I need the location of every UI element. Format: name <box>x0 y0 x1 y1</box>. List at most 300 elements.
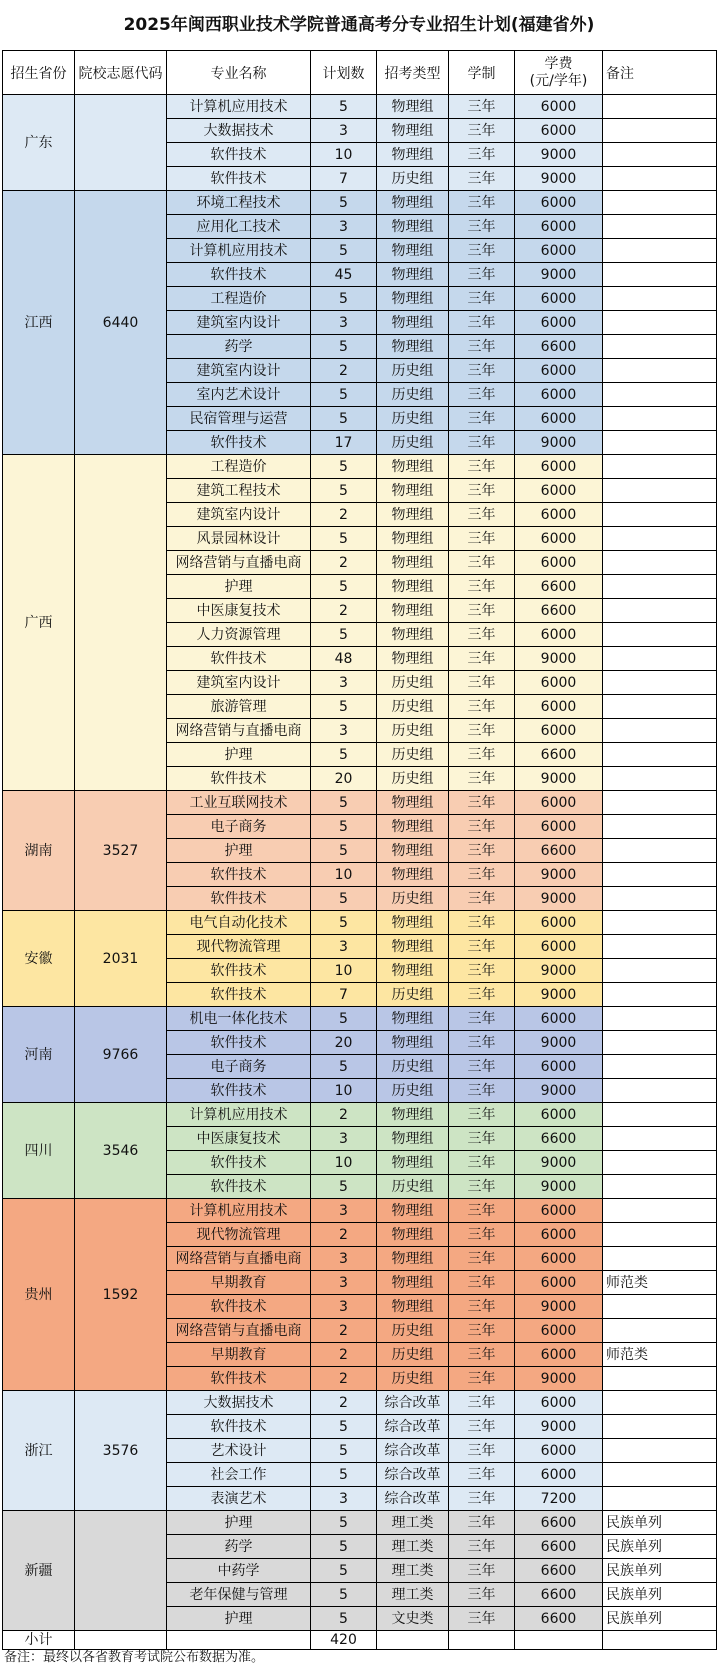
cell-note <box>603 527 717 551</box>
cell-note <box>603 647 717 671</box>
cell-fee: 6000 <box>515 1007 603 1031</box>
cell-note <box>603 167 717 191</box>
header-duration: 学制 <box>449 51 515 95</box>
total-row <box>3 1631 717 1650</box>
cell-note <box>603 1223 717 1247</box>
total-empty <box>75 1631 167 1650</box>
cell-note <box>603 143 717 167</box>
total-empty <box>167 1631 311 1650</box>
cell-major: 电气自动化技术 <box>167 911 311 935</box>
cell-plan: 3 <box>311 1127 377 1151</box>
cell-type: 物理组 <box>377 551 449 575</box>
cell-code <box>75 95 167 191</box>
cell-code: 1592 <box>75 1199 167 1391</box>
cell-duration: 三年 <box>449 959 515 983</box>
table-row <box>3 95 717 119</box>
cell-note: 民族单列 <box>603 1607 717 1631</box>
cell-plan: 5 <box>311 1463 377 1487</box>
cell-fee: 9000 <box>515 1151 603 1175</box>
cell-duration: 三年 <box>449 383 515 407</box>
cell-plan: 3 <box>311 671 377 695</box>
cell-plan: 5 <box>311 743 377 767</box>
cell-type: 历史组 <box>377 167 449 191</box>
cell-fee: 6600 <box>515 1511 603 1535</box>
cell-duration: 三年 <box>449 623 515 647</box>
cell-duration: 三年 <box>449 1391 515 1415</box>
cell-province: 浙江 <box>3 1391 75 1511</box>
cell-note <box>603 1367 717 1391</box>
cell-type: 历史组 <box>377 743 449 767</box>
cell-note <box>603 983 717 1007</box>
cell-province: 江西 <box>3 191 75 455</box>
cell-major: 计算机应用技术 <box>167 239 311 263</box>
cell-duration: 三年 <box>449 1007 515 1031</box>
cell-duration: 三年 <box>449 815 515 839</box>
cell-note <box>603 1319 717 1343</box>
cell-plan: 5 <box>311 1583 377 1607</box>
cell-note <box>603 407 717 431</box>
cell-duration: 三年 <box>449 1367 515 1391</box>
cell-type: 物理组 <box>377 503 449 527</box>
page-title: 2025年闽西职业技术学院普通高考分专业招生计划(福建省外) <box>123 15 595 35</box>
cell-duration: 三年 <box>449 287 515 311</box>
cell-major: 中药学 <box>167 1559 311 1583</box>
cell-plan: 2 <box>311 1319 377 1343</box>
cell-major: 软件技术 <box>167 431 311 455</box>
cell-plan: 3 <box>311 935 377 959</box>
cell-plan: 5 <box>311 791 377 815</box>
cell-type: 历史组 <box>377 767 449 791</box>
cell-major: 护理 <box>167 1511 311 1535</box>
cell-duration: 三年 <box>449 479 515 503</box>
cell-plan: 5 <box>311 839 377 863</box>
cell-plan: 5 <box>311 191 377 215</box>
cell-fee: 9000 <box>515 1079 603 1103</box>
cell-type: 物理组 <box>377 1031 449 1055</box>
cell-plan: 5 <box>311 1607 377 1631</box>
cell-duration: 三年 <box>449 527 515 551</box>
cell-plan: 5 <box>311 407 377 431</box>
cell-major: 人力资源管理 <box>167 623 311 647</box>
cell-major: 软件技术 <box>167 767 311 791</box>
cell-major: 室内艺术设计 <box>167 383 311 407</box>
cell-type: 物理组 <box>377 119 449 143</box>
cell-province: 新疆 <box>3 1511 75 1631</box>
cell-duration: 三年 <box>449 1343 515 1367</box>
cell-duration: 三年 <box>449 1271 515 1295</box>
cell-note <box>603 695 717 719</box>
cell-note <box>603 815 717 839</box>
cell-note <box>603 575 717 599</box>
cell-major: 早期教育 <box>167 1343 311 1367</box>
cell-plan: 3 <box>311 1271 377 1295</box>
cell-duration: 三年 <box>449 1415 515 1439</box>
cell-fee: 6000 <box>515 239 603 263</box>
table-body <box>3 95 717 1631</box>
cell-plan: 45 <box>311 263 377 287</box>
cell-note <box>603 479 717 503</box>
cell-duration: 三年 <box>449 1127 515 1151</box>
cell-fee: 6000 <box>515 911 603 935</box>
cell-note <box>603 1151 717 1175</box>
cell-type: 历史组 <box>377 671 449 695</box>
cell-major: 护理 <box>167 839 311 863</box>
cell-major: 电子商务 <box>167 815 311 839</box>
cell-fee: 6000 <box>515 1199 603 1223</box>
cell-major: 软件技术 <box>167 1367 311 1391</box>
cell-type: 历史组 <box>377 359 449 383</box>
cell-type: 物理组 <box>377 815 449 839</box>
cell-major: 软件技术 <box>167 863 311 887</box>
cell-note <box>603 1199 717 1223</box>
cell-duration: 三年 <box>449 575 515 599</box>
cell-duration: 三年 <box>449 1055 515 1079</box>
cell-note <box>603 767 717 791</box>
cell-type: 历史组 <box>377 887 449 911</box>
cell-plan: 5 <box>311 383 377 407</box>
cell-major: 表演艺术 <box>167 1487 311 1511</box>
cell-fee: 6000 <box>515 1343 603 1367</box>
cell-note <box>603 119 717 143</box>
cell-major: 社会工作 <box>167 1463 311 1487</box>
cell-note <box>603 1127 717 1151</box>
cell-note <box>603 503 717 527</box>
cell-major: 软件技术 <box>167 1295 311 1319</box>
cell-major: 计算机应用技术 <box>167 1199 311 1223</box>
cell-plan: 2 <box>311 1343 377 1367</box>
cell-major: 建筑室内设计 <box>167 671 311 695</box>
cell-type: 历史组 <box>377 1079 449 1103</box>
cell-fee: 6000 <box>515 1319 603 1343</box>
cell-fee: 6600 <box>515 1583 603 1607</box>
cell-code: 6440 <box>75 191 167 455</box>
cell-type: 综合改革 <box>377 1487 449 1511</box>
cell-note <box>603 671 717 695</box>
cell-type: 历史组 <box>377 431 449 455</box>
cell-duration: 三年 <box>449 1079 515 1103</box>
cell-note <box>603 1055 717 1079</box>
cell-note <box>603 287 717 311</box>
cell-duration: 三年 <box>449 1439 515 1463</box>
cell-type: 物理组 <box>377 575 449 599</box>
cell-fee: 6000 <box>515 935 603 959</box>
cell-note <box>603 1487 717 1511</box>
cell-duration: 三年 <box>449 1559 515 1583</box>
table-row <box>3 1199 717 1223</box>
cell-fee: 9000 <box>515 1031 603 1055</box>
table-row <box>3 1391 717 1415</box>
cell-type: 物理组 <box>377 791 449 815</box>
cell-major: 早期教育 <box>167 1271 311 1295</box>
total-label: 小计 <box>3 1631 75 1650</box>
cell-duration: 三年 <box>449 911 515 935</box>
cell-major: 艺术设计 <box>167 1439 311 1463</box>
total-empty <box>377 1631 449 1650</box>
cell-note <box>603 1007 717 1031</box>
cell-major: 建筑室内设计 <box>167 311 311 335</box>
cell-fee: 9000 <box>515 143 603 167</box>
cell-plan: 10 <box>311 959 377 983</box>
cell-major: 老年保健与管理 <box>167 1583 311 1607</box>
cell-major: 电子商务 <box>167 1055 311 1079</box>
cell-fee: 6000 <box>515 1463 603 1487</box>
cell-fee: 6600 <box>515 743 603 767</box>
cell-plan: 5 <box>311 1511 377 1535</box>
cell-major: 风景园林设计 <box>167 527 311 551</box>
cell-note: 民族单列 <box>603 1535 717 1559</box>
cell-type: 物理组 <box>377 911 449 935</box>
cell-plan: 5 <box>311 1055 377 1079</box>
cell-type: 历史组 <box>377 983 449 1007</box>
cell-plan: 5 <box>311 455 377 479</box>
table-row <box>3 1103 717 1127</box>
cell-fee: 6000 <box>515 119 603 143</box>
cell-type: 物理组 <box>377 95 449 119</box>
cell-type: 物理组 <box>377 1247 449 1271</box>
cell-fee: 6000 <box>515 191 603 215</box>
cell-major: 机电一体化技术 <box>167 1007 311 1031</box>
cell-major: 网络营销与直播电商 <box>167 719 311 743</box>
cell-type: 历史组 <box>377 1175 449 1199</box>
cell-note <box>603 1439 717 1463</box>
cell-fee: 6000 <box>515 1271 603 1295</box>
cell-type: 物理组 <box>377 527 449 551</box>
cell-fee: 6600 <box>515 575 603 599</box>
cell-major: 网络营销与直播电商 <box>167 1319 311 1343</box>
cell-note <box>603 359 717 383</box>
cell-type: 物理组 <box>377 335 449 359</box>
cell-note <box>603 623 717 647</box>
cell-note: 师范类 <box>603 1271 717 1295</box>
cell-major: 大数据技术 <box>167 1391 311 1415</box>
header-major: 专业名称 <box>167 51 311 95</box>
cell-note <box>603 1415 717 1439</box>
cell-type: 物理组 <box>377 1007 449 1031</box>
cell-fee: 6000 <box>515 1391 603 1415</box>
cell-type: 物理组 <box>377 647 449 671</box>
cell-plan: 2 <box>311 551 377 575</box>
cell-note <box>603 911 717 935</box>
cell-duration: 三年 <box>449 719 515 743</box>
total-empty <box>603 1631 717 1650</box>
cell-note <box>603 1295 717 1319</box>
cell-fee: 6000 <box>515 695 603 719</box>
cell-duration: 三年 <box>449 431 515 455</box>
cell-note <box>603 551 717 575</box>
cell-plan: 3 <box>311 311 377 335</box>
cell-major: 工程造价 <box>167 287 311 311</box>
cell-plan: 48 <box>311 647 377 671</box>
cell-type: 物理组 <box>377 455 449 479</box>
cell-major: 药学 <box>167 1535 311 1559</box>
cell-major: 网络营销与直播电商 <box>167 1247 311 1271</box>
cell-major: 网络营销与直播电商 <box>167 551 311 575</box>
cell-fee: 6600 <box>515 1559 603 1583</box>
cell-duration: 三年 <box>449 1511 515 1535</box>
cell-note: 民族单列 <box>603 1511 717 1535</box>
table-row <box>3 911 717 935</box>
cell-plan: 2 <box>311 1367 377 1391</box>
cell-type: 理工类 <box>377 1583 449 1607</box>
cell-fee: 9000 <box>515 1415 603 1439</box>
cell-major: 应用化工技术 <box>167 215 311 239</box>
table-row <box>3 1007 717 1031</box>
cell-duration: 三年 <box>449 1199 515 1223</box>
header-plan: 计划数 <box>311 51 377 95</box>
cell-fee: 9000 <box>515 431 603 455</box>
cell-major: 现代物流管理 <box>167 935 311 959</box>
cell-code: 3576 <box>75 1391 167 1511</box>
cell-duration: 三年 <box>449 1463 515 1487</box>
cell-plan: 2 <box>311 1103 377 1127</box>
cell-fee: 6600 <box>515 335 603 359</box>
cell-plan: 10 <box>311 1079 377 1103</box>
cell-note <box>603 791 717 815</box>
cell-duration: 三年 <box>449 239 515 263</box>
cell-major: 环境工程技术 <box>167 191 311 215</box>
cell-province: 安徽 <box>3 911 75 1007</box>
cell-major: 护理 <box>167 743 311 767</box>
cell-fee: 6000 <box>515 287 603 311</box>
cell-fee: 7200 <box>515 1487 603 1511</box>
cell-duration: 三年 <box>449 263 515 287</box>
cell-duration: 三年 <box>449 887 515 911</box>
cell-fee: 9000 <box>515 167 603 191</box>
cell-major: 建筑室内设计 <box>167 359 311 383</box>
cell-fee: 6000 <box>515 623 603 647</box>
cell-duration: 三年 <box>449 695 515 719</box>
cell-duration: 三年 <box>449 1295 515 1319</box>
cell-code <box>75 455 167 791</box>
cell-major: 民宿管理与运营 <box>167 407 311 431</box>
cell-type: 综合改革 <box>377 1439 449 1463</box>
cell-fee: 6000 <box>515 359 603 383</box>
cell-fee: 6600 <box>515 839 603 863</box>
cell-major: 旅游管理 <box>167 695 311 719</box>
cell-major: 药学 <box>167 335 311 359</box>
cell-fee: 9000 <box>515 1295 603 1319</box>
cell-type: 综合改革 <box>377 1391 449 1415</box>
cell-type: 历史组 <box>377 1319 449 1343</box>
cell-fee: 6000 <box>515 551 603 575</box>
cell-duration: 三年 <box>449 455 515 479</box>
cell-duration: 三年 <box>449 215 515 239</box>
cell-note <box>603 95 717 119</box>
cell-type: 物理组 <box>377 263 449 287</box>
cell-fee: 6000 <box>515 791 603 815</box>
cell-fee: 6000 <box>515 1223 603 1247</box>
cell-note <box>603 935 717 959</box>
cell-note <box>603 863 717 887</box>
cell-fee: 6000 <box>515 383 603 407</box>
cell-fee: 6000 <box>515 1055 603 1079</box>
cell-duration: 三年 <box>449 1607 515 1631</box>
cell-province: 四川 <box>3 1103 75 1199</box>
cell-type: 物理组 <box>377 839 449 863</box>
cell-plan: 10 <box>311 143 377 167</box>
header-fee <box>515 51 603 95</box>
cell-fee: 6600 <box>515 1607 603 1631</box>
cell-plan: 5 <box>311 1175 377 1199</box>
cell-note <box>603 839 717 863</box>
cell-code: 2031 <box>75 911 167 1007</box>
cell-duration: 三年 <box>449 647 515 671</box>
footnote: 备注：最终以各省教育考试院公布数据为准。 <box>4 1650 265 1665</box>
cell-fee: 9000 <box>515 1367 603 1391</box>
cell-duration: 三年 <box>449 143 515 167</box>
cell-plan: 10 <box>311 1151 377 1175</box>
cell-type: 物理组 <box>377 1295 449 1319</box>
cell-fee: 9000 <box>515 1175 603 1199</box>
cell-fee: 6000 <box>515 95 603 119</box>
cell-fee: 6000 <box>515 1439 603 1463</box>
cell-note <box>603 719 717 743</box>
cell-major: 中医康复技术 <box>167 599 311 623</box>
cell-type: 历史组 <box>377 1343 449 1367</box>
cell-type: 物理组 <box>377 1151 449 1175</box>
cell-duration: 三年 <box>449 1583 515 1607</box>
cell-plan: 5 <box>311 815 377 839</box>
cell-plan: 3 <box>311 1487 377 1511</box>
cell-fee: 6600 <box>515 599 603 623</box>
cell-type: 物理组 <box>377 863 449 887</box>
cell-note <box>603 1079 717 1103</box>
cell-note <box>603 215 717 239</box>
cell-duration: 三年 <box>449 191 515 215</box>
cell-province: 湖南 <box>3 791 75 911</box>
cell-province: 广东 <box>3 95 75 191</box>
cell-code: 9766 <box>75 1007 167 1103</box>
cell-fee: 6000 <box>515 407 603 431</box>
cell-type: 历史组 <box>377 1055 449 1079</box>
cell-note <box>603 1175 717 1199</box>
cell-plan: 5 <box>311 695 377 719</box>
cell-plan: 3 <box>311 1295 377 1319</box>
cell-note <box>603 431 717 455</box>
cell-type: 历史组 <box>377 695 449 719</box>
header-fee-label: 学费 <box>544 55 573 72</box>
cell-duration: 三年 <box>449 1175 515 1199</box>
cell-major: 计算机应用技术 <box>167 1103 311 1127</box>
header-type: 招考类型 <box>377 51 449 95</box>
cell-type: 物理组 <box>377 1223 449 1247</box>
cell-fee: 9000 <box>515 263 603 287</box>
cell-major: 计算机应用技术 <box>167 95 311 119</box>
cell-fee: 6000 <box>515 215 603 239</box>
cell-type: 历史组 <box>377 407 449 431</box>
cell-plan: 5 <box>311 287 377 311</box>
cell-plan: 2 <box>311 503 377 527</box>
total-empty <box>515 1631 603 1650</box>
cell-type: 物理组 <box>377 935 449 959</box>
cell-note <box>603 743 717 767</box>
cell-fee: 6600 <box>515 1127 603 1151</box>
cell-type: 物理组 <box>377 1127 449 1151</box>
cell-major: 工业互联网技术 <box>167 791 311 815</box>
cell-plan: 7 <box>311 983 377 1007</box>
cell-plan: 5 <box>311 1439 377 1463</box>
cell-note <box>603 959 717 983</box>
cell-type: 文史类 <box>377 1607 449 1631</box>
cell-duration: 三年 <box>449 983 515 1007</box>
cell-type: 物理组 <box>377 623 449 647</box>
cell-plan: 2 <box>311 359 377 383</box>
cell-fee: 9000 <box>515 863 603 887</box>
cell-plan: 5 <box>311 527 377 551</box>
cell-province: 河南 <box>3 1007 75 1103</box>
cell-plan: 5 <box>311 1415 377 1439</box>
table-row <box>3 455 717 479</box>
